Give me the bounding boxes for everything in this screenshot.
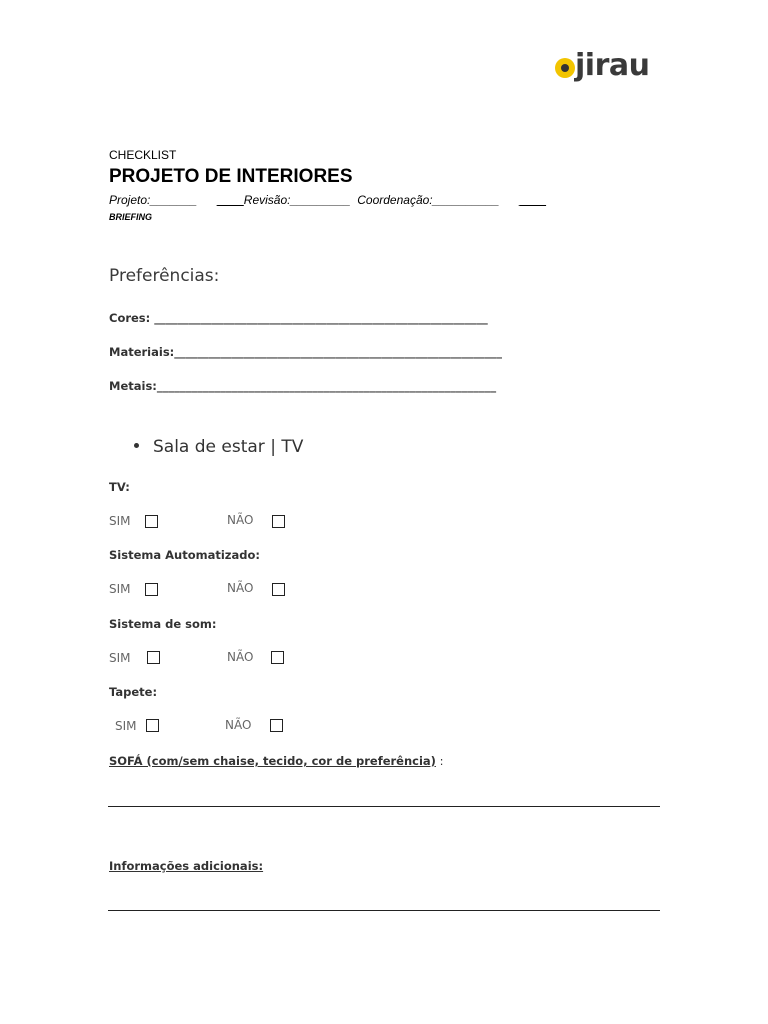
logo-text: jirau <box>575 48 650 83</box>
sofa-label-colon: : <box>435 754 444 768</box>
sound-yes-checkbox[interactable] <box>147 651 160 664</box>
preferences-heading: Preferências: <box>109 266 220 286</box>
sofa-field-label <box>109 754 443 768</box>
rug-no-label: NÃO <box>225 718 252 732</box>
automation-yes-checkbox[interactable] <box>145 583 158 596</box>
question-rug-label: Tapete: <box>109 685 158 699</box>
sound-no-checkbox[interactable] <box>271 651 284 664</box>
metais-field[interactable]: Metais:___________________________________________________________ <box>109 379 497 393</box>
question-automation-label: Sistema Automatizado: <box>109 548 260 562</box>
automation-yes-label: SIM <box>109 582 131 596</box>
additional-info-text: Informações adicionais: <box>109 859 264 873</box>
tv-yes-label: SIM <box>109 514 131 528</box>
question-tv-label: TV: <box>109 480 130 494</box>
projeto-field: Projeto:_______ <box>109 193 198 207</box>
document-title: PROJETO DE INTERIORES <box>109 166 353 187</box>
project-meta-line <box>109 193 546 207</box>
sound-yes-label: SIM <box>109 651 131 665</box>
sound-no-label: NÃO <box>227 650 254 664</box>
sofa-answer-line[interactable] <box>108 806 660 807</box>
additional-info-answer-line[interactable] <box>108 910 660 911</box>
materiais-field[interactable]: Materiais:_________________________________________________________ <box>109 345 503 359</box>
question-sound-label: Sistema de som: <box>109 617 217 631</box>
rug-no-checkbox[interactable] <box>270 719 283 732</box>
tv-yes-checkbox[interactable] <box>145 515 158 528</box>
coordenacao-trail: ____ <box>519 193 547 207</box>
section-heading-text: Sala de estar | TV <box>153 437 304 457</box>
document-subtitle: BRIEFING <box>109 212 153 222</box>
automation-no-checkbox[interactable] <box>272 583 285 596</box>
document-label: CHECKLIST <box>109 148 177 162</box>
additional-info-label <box>109 859 263 873</box>
coordenacao-field: Coordenação:__________ <box>357 193 500 207</box>
logo-o-icon <box>555 58 575 78</box>
revisao-field: Revisão:_________ <box>243 193 351 207</box>
brand-logo <box>553 50 663 90</box>
tv-no-checkbox[interactable] <box>272 515 285 528</box>
sofa-label-text: SOFÁ (com/sem chaise, tecido, cor de preferência) <box>109 754 436 768</box>
tv-no-label: NÃO <box>227 513 254 527</box>
rug-yes-checkbox[interactable] <box>146 719 159 732</box>
cores-field[interactable]: Cores: __________________________________________________________ <box>109 311 488 325</box>
projeto-trail: ____ <box>217 193 244 207</box>
section-heading <box>134 437 303 457</box>
bullet-icon <box>134 443 139 448</box>
rug-yes-label: SIM <box>115 719 137 733</box>
automation-no-label: NÃO <box>227 581 254 595</box>
